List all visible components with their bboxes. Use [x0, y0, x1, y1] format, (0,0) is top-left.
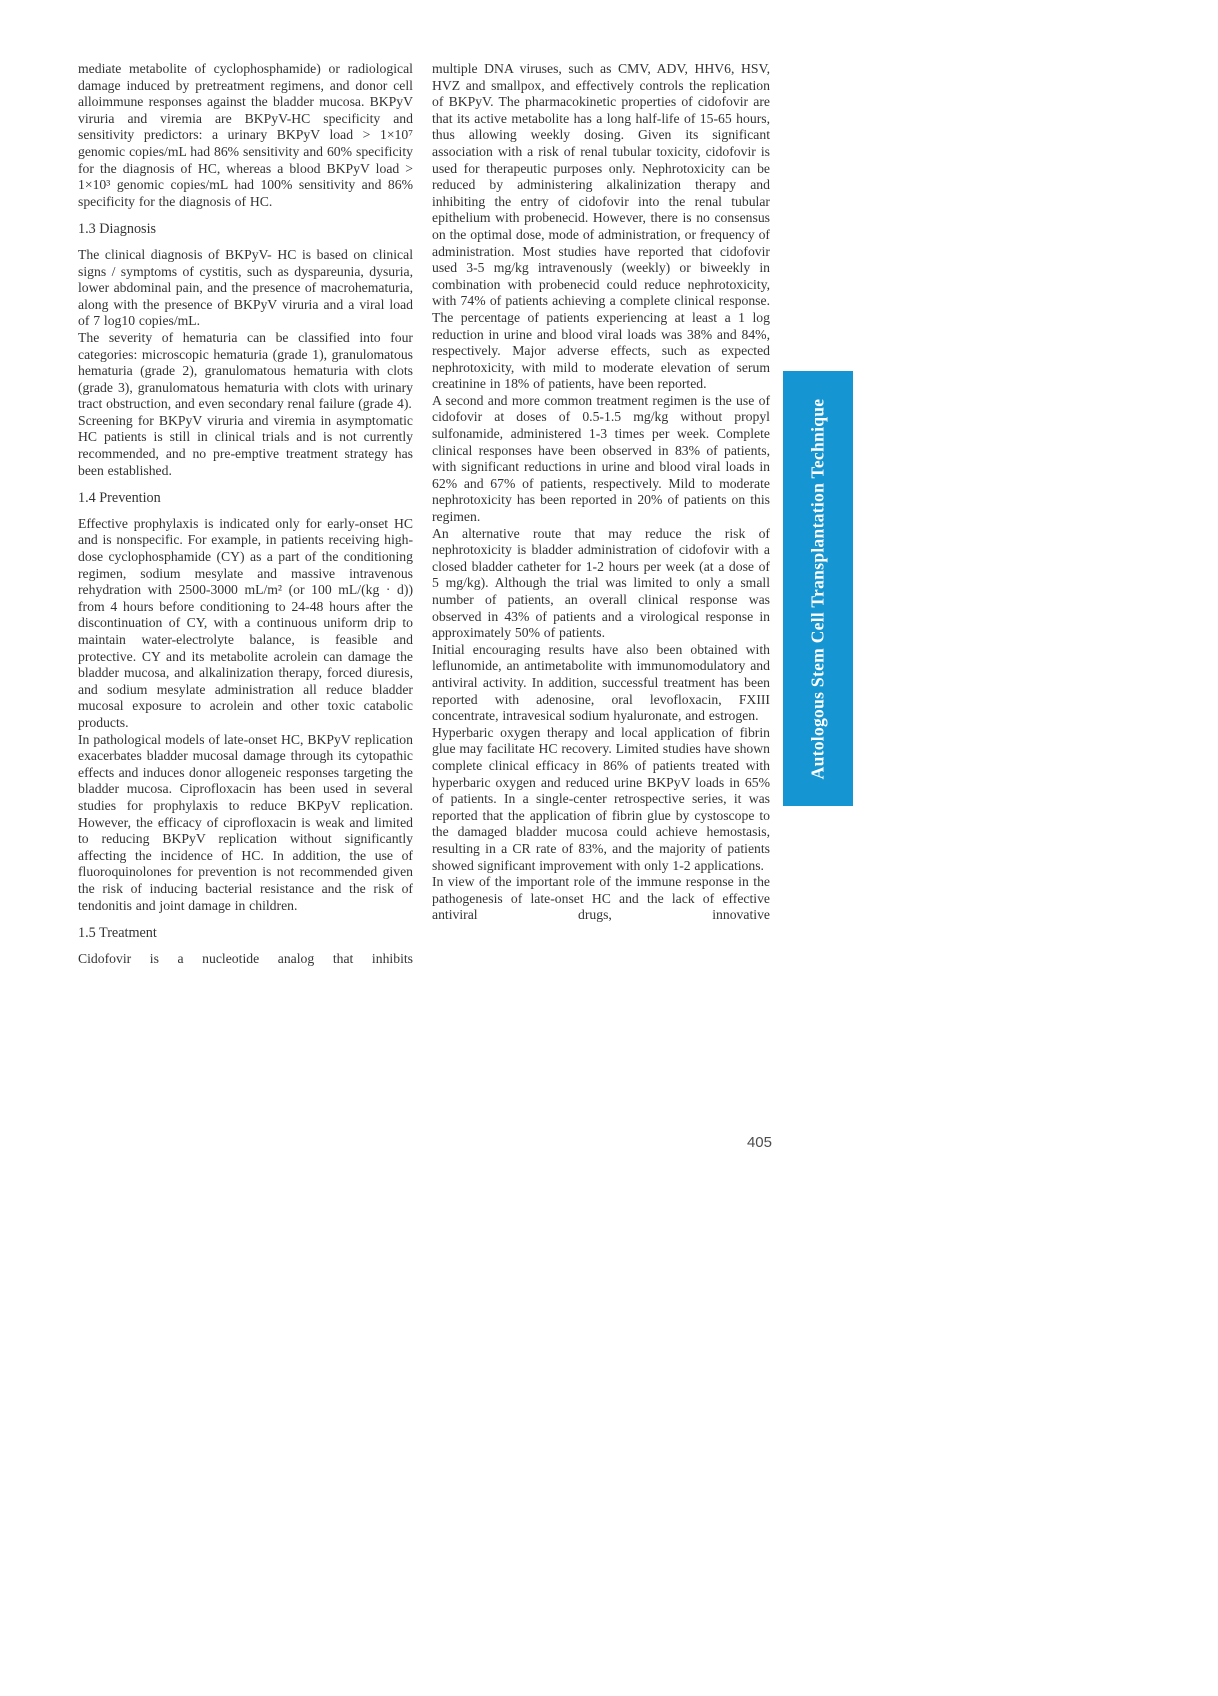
- paragraph: Cidofovir is a nucleotide analog that inhibits: [78, 950, 413, 966]
- paragraph: The clinical diagnosis of BKPyV- HC is based on clinical signs / symptoms of cystitis, such as dyspareunia, dysuria, lower abdominal pain, and the presence of macrohematuria, along with the presence of BKPyV viruria and a viral load of 7 log10 copies/mL.: [78, 246, 413, 329]
- paragraph: mediate metabolite of cyclophosphamide) or radiological damage induced by pretreatment regimens, and donor cell alloimmune responses against the bladder mucosa. BKPyV viruria and viremia are BKPyV-HC specificity and sensitivity predictors: a urinary BKPyV load > 1×10⁷ genomic copies/mL had 86% sensitivity and 60% specificity for the diagnosis of HC, whereas a blood BKPyV load > 1×10³ genomic copies/mL had 100% sensitivity and 86% specificity for the diagnosis of HC.: [78, 61, 413, 209]
- paragraph: Hyperbaric oxygen therapy and local application of fibrin glue may facilitate HC recovery. Limited studies have shown complete clinical efficacy in 86% of patients treated with hyperbaric oxygen and reduced urine BKPyV loads in 65% of patients. In a single-center retrospective series, it was reported that the application of fibrin glue by cystoscope to the damaged bladder mucosa could achieve hemostasis, resulting in a CR rate of 83%, and the majority of patients showed significant improvement with only 1-2 applications.: [432, 724, 770, 873]
- paragraph: In pathological models of late-onset HC, BKPyV replication exacerbates bladder mucosal damage through its cytopathic effects and induces donor allogeneic responses targeting the bladder mucosa. Ciprofloxacin has been used in several studies for prophylaxis to reduce BKPyV replication. However, the efficacy of ciprofloxacin is weak and limited to reducing BKPyV replication without significantly affecting the incidence of HC. In addition, the use of fluoroquinolones for prevention is not recommended given the risk of inducing bacterial resistance and the risk of tendonitis and joint damage in children.: [78, 731, 413, 913]
- paragraph: Effective prophylaxis is indicated only for early-onset HC and is nonspecific. For example, in patients receiving high-dose cyclophosphamide (CY) as a part of the conditioning regimen, sodium mesylate and massive intravenous rehydration with 2500-3000 mL/m² (or 100 mL/(kg · d)) from 4 hours before conditioning to 24-48 hours after the discontinuation of CY, with a continuous uniform drip to maintain water-electrolyte balance, is feasible and protective. CY and its metabolite acrolein can damage the bladder mucosa, and alkalinization therapy, forced diuresis, and sodium mesylate administration all reduce bladder mucosal exposure to acrolein and other toxic catabolic products.: [78, 515, 413, 730]
- paragraph: The severity of hematuria can be classified into four categories: microscopic hematuria (grade 1), granulomatous hematuria (grade 2), granulomatous hematuria with clots (grade 3), granulomatous hematuria with clots with urinary tract obstruction, and even secondary renal failure (grade 4).: [78, 329, 413, 412]
- paragraph: Initial encouraging results have also been obtained with leflunomide, an antimetabolite with immunomodulatory and antiviral activity. In addition, successful treatment has been reported with adenosine, oral levofloxacin, FXIII concentrate, intravesical sodium hyaluronate, and estrogen.: [432, 641, 770, 724]
- right-column: [432, 61, 770, 924]
- section-heading-prevention: 1.4 Prevention: [78, 490, 161, 507]
- page-number: 405: [746, 1134, 772, 1151]
- chapter-tab: [783, 371, 853, 806]
- paragraph: multiple DNA viruses, such as CMV, ADV, HHV6, HSV, HVZ and smallpox, and effectively controls the replication of BKPyV. The pharmacokinetic properties of cidofovir are that its active metabolite has a long half-life of 15-65 hours, thus allowing weekly dosing. Given its significant association with a risk of renal tubular toxicity, cidofovir is used for therapeutic purposes only. Nephrotoxicity can be reduced by administering alkalinization therapy and inhibiting the entry of cidofovir into the renal tubular epithelium with probenecid. However, there is no consensus on the optimal dose, mode of administration, or frequency of administration. Most studies have reported that cidofovir used 3-5 mg/kg intravenously (weekly) or biweekly in combination with probenecid could reduce nephrotoxicity, with 74% of patients achieving a complete clinical response. The percentage of patients experiencing at least a 1 log reduction in urine and blood viral loads was 38% and 84%, respectively. Major adverse effects, such as expected nephrotoxicity, with mild to moderate elevation of serum creatinine in 18% of patients, have been reported.: [432, 61, 770, 392]
- paragraph: An alternative route that may reduce the risk of nephrotoxicity is bladder administration of cidofovir with a closed bladder catheter for 1-2 hours per week (at a dose of 5 mg/kg). Although the trial was limited to only a small number of patients, an overall clinical response was observed in 43% of patients and a virological response in approximately 50% of patients.: [432, 525, 770, 641]
- paragraph: A second and more common treatment regimen is the use of cidofovir at doses of 0.5-1.5 mg/kg without propyl sulfonamide, administered 1-3 times per week. Complete clinical responses have been observed in 83% of patients, with significant reductions in urine and blood viral loads in 62% and 67% of patients, respectively. Mild to moderate nephrotoxicity has been reported in 20% of patients on this regimen.: [432, 392, 770, 525]
- paragraph: Screening for BKPyV viruria and viremia in asymptomatic HC patients is still in clinical trials and is not currently recommended, and no pre-emptive treatment strategy has been established.: [78, 412, 413, 478]
- section-heading-diagnosis: 1.3 Diagnosis: [78, 221, 157, 238]
- section-heading-treatment: 1.5 Treatment: [78, 925, 157, 942]
- paragraph: In view of the important role of the immune response in the pathogenesis of late-onset HC and the lack of effective antiviral drugs, innovative: [432, 874, 770, 923]
- chapter-tab-label: Autologous Stem Cell Transplantation Technique: [807, 398, 828, 779]
- left-column: [78, 61, 413, 967]
